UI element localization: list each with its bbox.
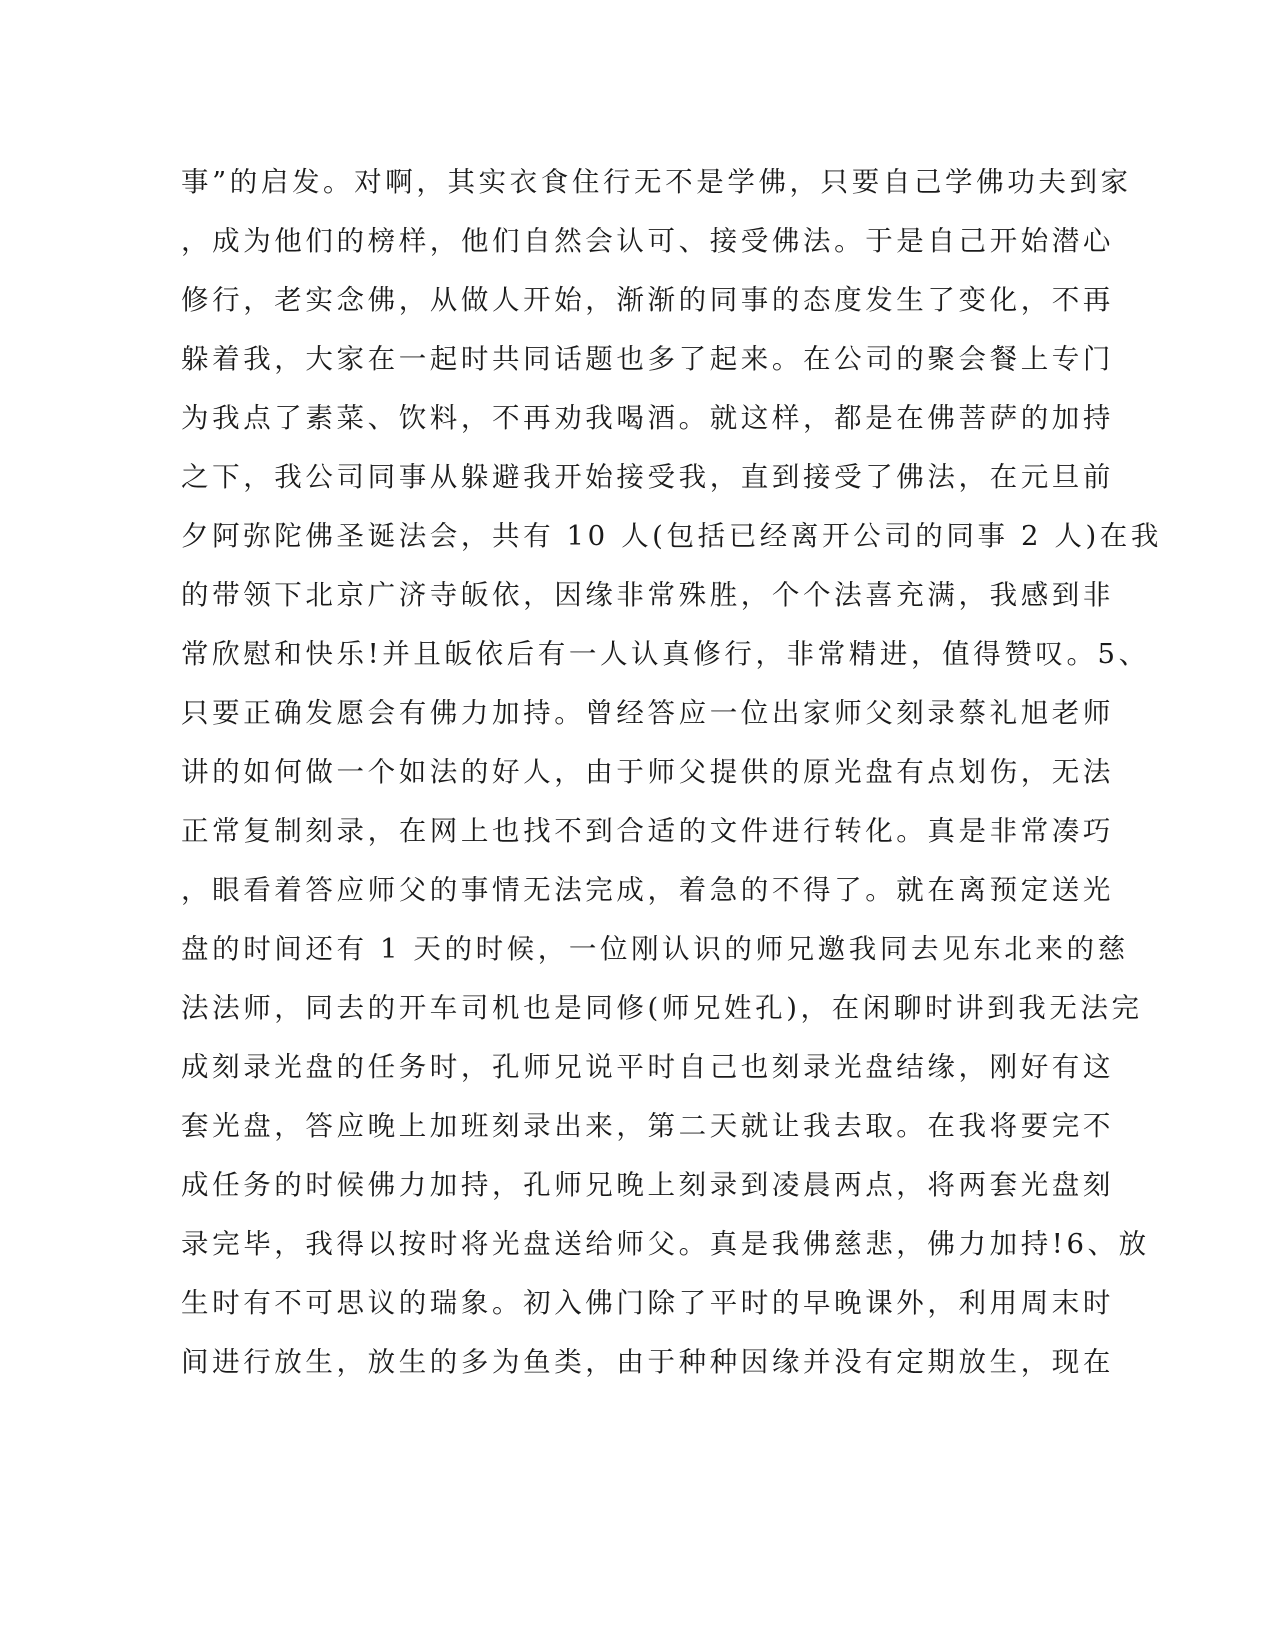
text-line-10: 只要正确发愿会有佛力加持。曾经答应一位出家师父刻录蔡礼旭老师 — [181, 697, 1114, 729]
text-line-2: ，成为他们的榜样，他们自然会认可、接受佛法。于是自己开始潜心 — [181, 225, 1114, 257]
text-line-19: 录完毕，我得以按时将光盘送给师父。真是我佛慈悲，佛力加持!6、放 — [181, 1228, 1150, 1260]
text-line-1: 事”的启发。对啊，其实衣食住行无不是学佛，只要自己学佛功夫到家 — [181, 166, 1132, 198]
text-line-18: 成任务的时候佛力加持，孔师兄晚上刻录到凌晨两点，将两套光盘刻 — [181, 1169, 1114, 1201]
text-line-3: 修行，老实念佛，从做人开始，渐渐的同事的态度发生了变化，不再 — [181, 284, 1114, 316]
text-line-16: 成刻录光盘的任务时，孔师兄说平时自己也刻录光盘结缘，刚好有这 — [181, 1051, 1114, 1083]
text-line-21: 间进行放生，放生的多为鱼类，由于种种因缘并没有定期放生，现在 — [181, 1346, 1114, 1378]
text-line-7: 夕阿弥陀佛圣诞法会，共有 10 人(包括已经离开公司的同事 2 人)在我 — [181, 520, 1163, 552]
text-line-5: 为我点了素菜、饮料，不再劝我喝酒。就这样，都是在佛菩萨的加持 — [181, 402, 1114, 434]
text-line-20: 生时有不可思议的瑞象。初入佛门除了平时的早晚课外，利用周末时 — [181, 1287, 1114, 1319]
text-line-9: 常欣慰和快乐!并且皈依后有一人认真修行，非常精进，值得赞叹。5、 — [181, 638, 1150, 670]
text-line-17: 套光盘，答应晚上加班刻录出来，第二天就让我去取。在我将要完不 — [181, 1110, 1114, 1142]
text-line-13: ，眼看着答应师父的事情无法完成，着急的不得了。就在离预定送光 — [181, 874, 1114, 906]
text-line-14: 盘的时间还有 1 天的时候，一位刚认识的师兄邀我同去见东北来的慈 — [181, 933, 1129, 965]
body-text — [181, 153, 1163, 1392]
text-line-6: 之下，我公司同事从躲避我开始接受我，直到接受了佛法，在元旦前 — [181, 461, 1114, 493]
text-line-12: 正常复制刻录，在网上也找不到合适的文件进行转化。真是非常凑巧 — [181, 815, 1114, 847]
text-line-15: 法法师，同去的开车司机也是同修(师兄姓孔)，在闲聊时讲到我无法完 — [181, 992, 1143, 1024]
text-line-4: 躲着我，大家在一起时共同话题也多了起来。在公司的聚会餐上专门 — [181, 343, 1114, 375]
text-line-8: 的带领下北京广济寺皈依，因缘非常殊胜，个个法喜充满，我感到非 — [181, 579, 1114, 611]
text-line-11: 讲的如何做一个如法的好人，由于师父提供的原光盘有点划伤，无法 — [181, 756, 1114, 788]
